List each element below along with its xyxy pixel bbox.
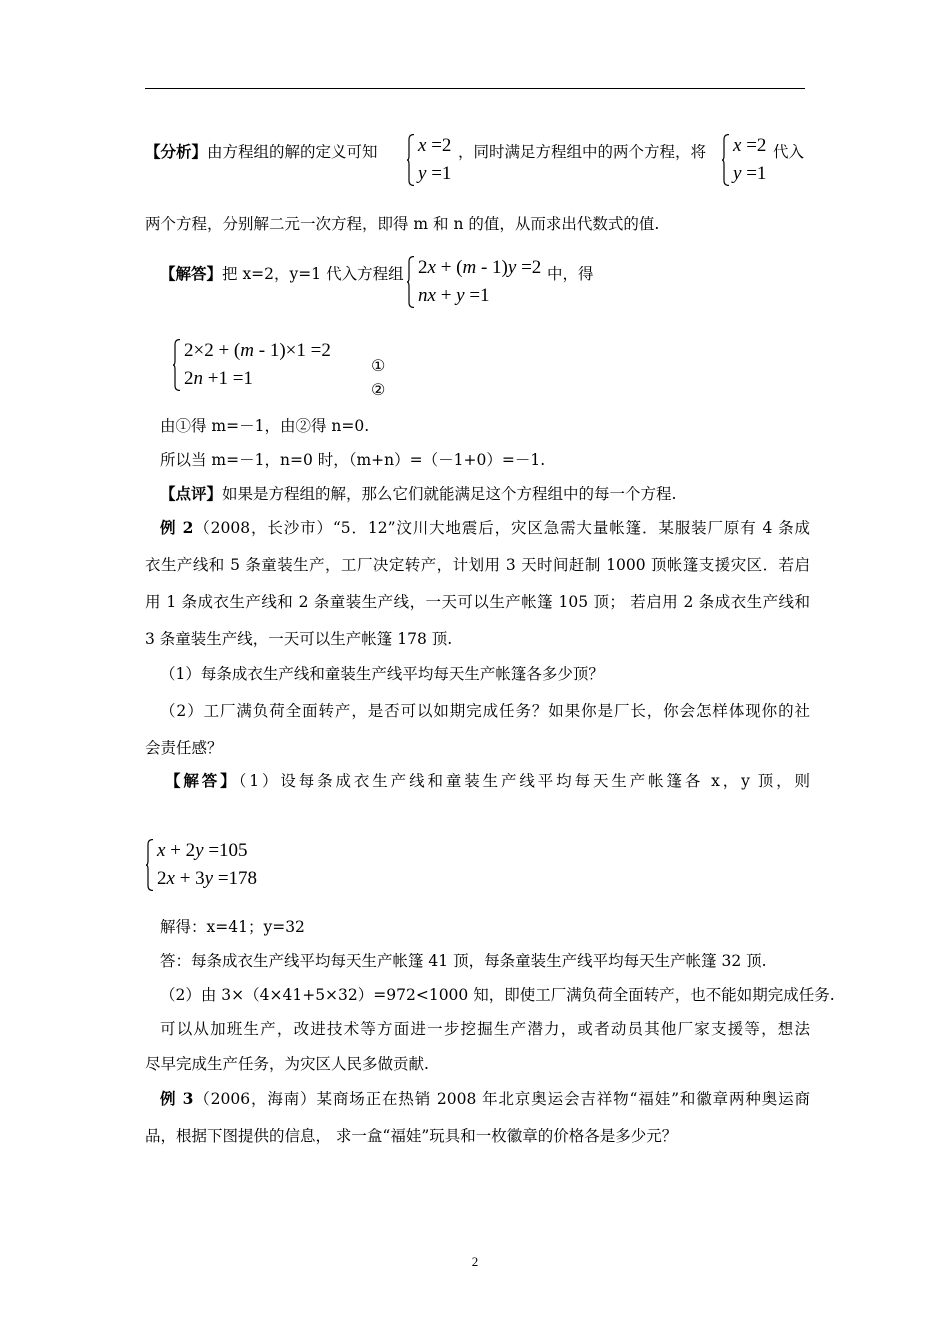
equation-row: y =1 [733, 163, 767, 184]
comment-tag: 【点评】 [160, 484, 223, 503]
substituted-equation-system [173, 339, 331, 391]
example2-line-3: 用 1 条成衣生产线和 2 条童装生产线，一天可以生产帐篷 105 顶； 若启用 2 条成衣生产线和 [145, 593, 810, 611]
analysis-solution-system-b [722, 134, 766, 186]
example3-text-1: （2006，海南）某商场正在热销 2008 年北京奥运会吉祥物“福娃”和徽章两种奥运商 [193, 1090, 810, 1108]
solution1-text-1: 把 x=2，y=1 代入方程组 [222, 265, 404, 283]
analysis-text-2: ，同时满足方程组中的两个方程，将 [458, 143, 707, 161]
example2-line-4: 3 条童装生产线，一天可以生产帐篷 178 顶. [145, 630, 453, 648]
example2-answer-text: （1）设每条成衣生产线和童装生产线平均每天生产帐篷各 x，y 顶，则 [238, 772, 810, 790]
brace [407, 256, 415, 308]
analysis-tag: 【分析】 [145, 142, 208, 161]
example2-label: 例 2 [160, 518, 194, 537]
equation-row: x =2 [418, 135, 452, 156]
equation-marker-1: ① [371, 356, 386, 375]
page-number: 2 [471, 1254, 479, 1269]
example2-question-1: （1）每条成衣生产线和童装生产线平均每天生产帐篷各多少顶？ [160, 665, 604, 683]
solution1-text-2: 中，得 [547, 265, 594, 283]
example3-label: 例 3 [160, 1089, 194, 1108]
equation-row: x + 2y =105 [157, 840, 248, 861]
comment-text: 如果是方程组的解，那么它们就能满足这个方程组中的每一个方程. [222, 485, 677, 503]
brace [173, 339, 181, 391]
example2-question-2a: （2）工厂满负荷全面转产，是否可以如期完成任务？如果你是厂长，你会怎样体现你的社 [160, 702, 810, 720]
solution1-line-a: 由①得 m=－1，由②得 n=0. [160, 417, 370, 435]
equation-row: 2×2 + (m - 1)×1 =2 [184, 340, 331, 361]
equation-row: x =2 [733, 135, 767, 156]
analysis-text-1: 由方程组的解的定义可知 [207, 143, 378, 161]
brace [407, 134, 415, 186]
equation-row: 2x + (m - 1)y =2 [418, 257, 542, 278]
given-equation-system [407, 256, 541, 308]
example2-advice-1: 可以从加班生产，改进技术等方面进一步挖掘生产潜力，或者动员其他厂家支援等，想法 [160, 1020, 810, 1038]
example2-line-2: 衣生产线和 5 条童装生产，工厂决定转产，计划用 3 天时间赶制 1000 顶帐篷支援灾区．若启 [145, 556, 810, 574]
comment-line [160, 484, 810, 504]
solution1-line-1 [160, 264, 404, 284]
example2-answer-line [165, 771, 810, 791]
example2-answer-1: 答：每条成衣生产线平均每天生产帐篷 41 顶，每条童装生产线平均每天生产帐篷 32 顶. [160, 952, 767, 970]
example2-answer-tag: 【解答】 [165, 771, 239, 790]
equation-marker-2: ② [371, 380, 386, 399]
equation-row: 2n +1 =1 [184, 368, 253, 389]
example3-line-2: 品，根据下图提供的信息， 求一盒“福娃”玩具和一枚徽章的价格各是多少元？ [145, 1127, 678, 1145]
brace [722, 134, 730, 186]
example2-advice-2: 尽早完成生产任务，为灾区人民多做贡献. [145, 1055, 429, 1073]
analysis-text-3: 代入 [773, 143, 805, 161]
example2-question-2b: 会责任感？ [145, 739, 223, 757]
equation-row: nx + y =1 [418, 285, 490, 306]
example2-equation-system [146, 839, 257, 891]
example2-text-1: （2008，长沙市）“5．12”汶川大地震后，灾区急需大量帐篷．某服装厂原有 4 条成 [193, 519, 810, 537]
example2-line-1 [160, 518, 810, 538]
brace [146, 839, 154, 891]
example2-solve-line: 解得：x=41；y=32 [160, 918, 305, 936]
solution1-tag: 【解答】 [160, 264, 223, 283]
equation-row: y =1 [418, 163, 452, 184]
equation-row: 2x + 3y =178 [157, 868, 258, 889]
solution1-line-b: 所以当 m=－1，n=0 时，（m+n）=（－1+0）=－1. [160, 451, 546, 469]
analysis-line-1 [145, 142, 378, 162]
analysis-solution-system-a [407, 134, 451, 186]
analysis-line-2: 两个方程，分别解二元一次方程，即得 m 和 n 的值，从而求出代数式的值. [145, 215, 660, 233]
header-rule [145, 88, 805, 89]
example2-part-2: （2）由 3×（4×41+5×32）=972<1000 知，即使工厂满负荷全面转产，也不能如期完成任务. [160, 986, 835, 1004]
example3-line-1 [160, 1089, 810, 1109]
